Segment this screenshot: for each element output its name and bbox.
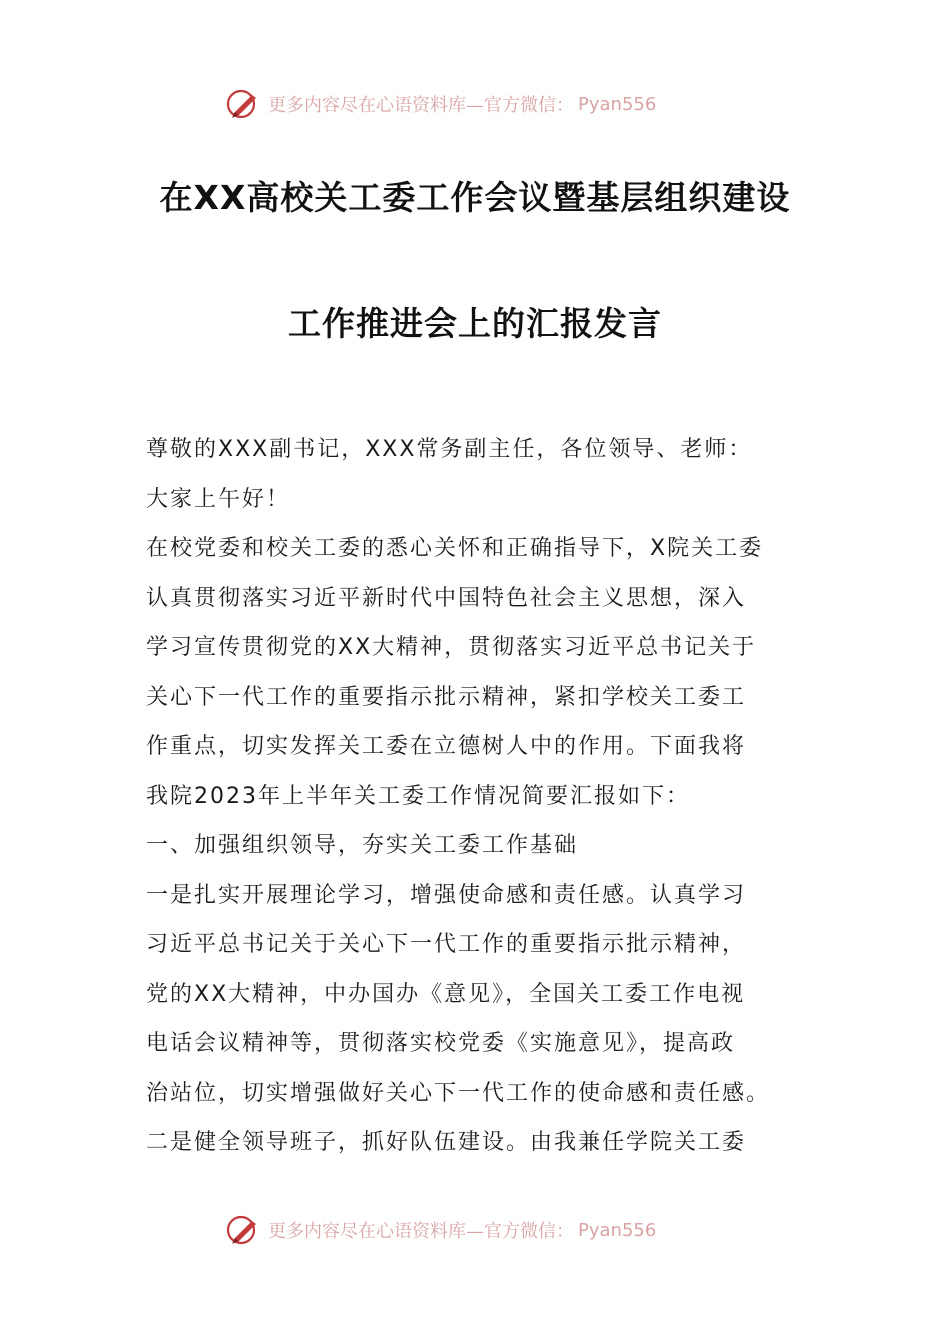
watermark-text: 更多内容尽在心语资料库—官方微信： xyxy=(268,95,574,116)
text-line: 一是扎实开展理论学习，增强使命感和责任感。认真学习 xyxy=(146,882,747,908)
watermark-wechat-id: Pyan556 xyxy=(578,1219,657,1241)
text-line: 在校党委和校关工委的悉心关怀和正确指导下，X院关工委 xyxy=(146,536,764,561)
document-title-line-1: 在XX高校关工委工作会议暨基层组织建设 xyxy=(159,178,791,217)
header-watermark xyxy=(226,84,656,124)
section-heading: 一、加强组织领导，夯实关工委工作基础 xyxy=(146,833,579,858)
text-line: 党的XX大精神，中办国办《意见》，全国关工委工作电视 xyxy=(146,981,746,1007)
text-line: 学习宣传贯彻党的XX大精神，贯彻落实习近平总书记关于 xyxy=(146,635,757,660)
text-line: 关心下一代工作的重要指示批示精神，紧扣学校关工委工 xyxy=(146,684,747,710)
text-line: 我院2023年上半年关工委工作情况简要汇报如下： xyxy=(146,783,690,809)
body-text xyxy=(146,425,806,1168)
watermark-wechat-id: Pyan556 xyxy=(578,93,657,115)
text-line: 电话会议精神等，贯彻落实校党委《实施意见》，提高政 xyxy=(146,1031,736,1056)
footer-watermark xyxy=(226,1210,656,1250)
text-line: 二是健全领导班子，抓好队伍建设。由我兼任学院关工委 xyxy=(146,1130,747,1155)
text-line: 认真贯彻落实习近平新时代中国特色社会主义思想，深入 xyxy=(146,585,747,611)
document-title-line-2: 工作推进会上的汇报发言 xyxy=(288,304,662,343)
pen-logo-icon xyxy=(226,1213,260,1247)
text-line: 习近平总书记关于关心下一代工作的重要指示批示精神， xyxy=(146,932,747,957)
text-line: 治站位，切实增强做好关心下一代工作的使命感和责任感。 xyxy=(146,1080,771,1106)
text-line: 尊敬的XXX副书记，XXX常务副主任，各位领导、老师： xyxy=(146,437,753,462)
pen-logo-icon xyxy=(226,87,260,121)
text-line: 大家上午好！ xyxy=(146,486,291,512)
watermark-text: 更多内容尽在心语资料库—官方微信： xyxy=(268,1221,574,1242)
text-line: 作重点，切实发挥关工委在立德树人中的作用。下面我将 xyxy=(146,734,747,759)
